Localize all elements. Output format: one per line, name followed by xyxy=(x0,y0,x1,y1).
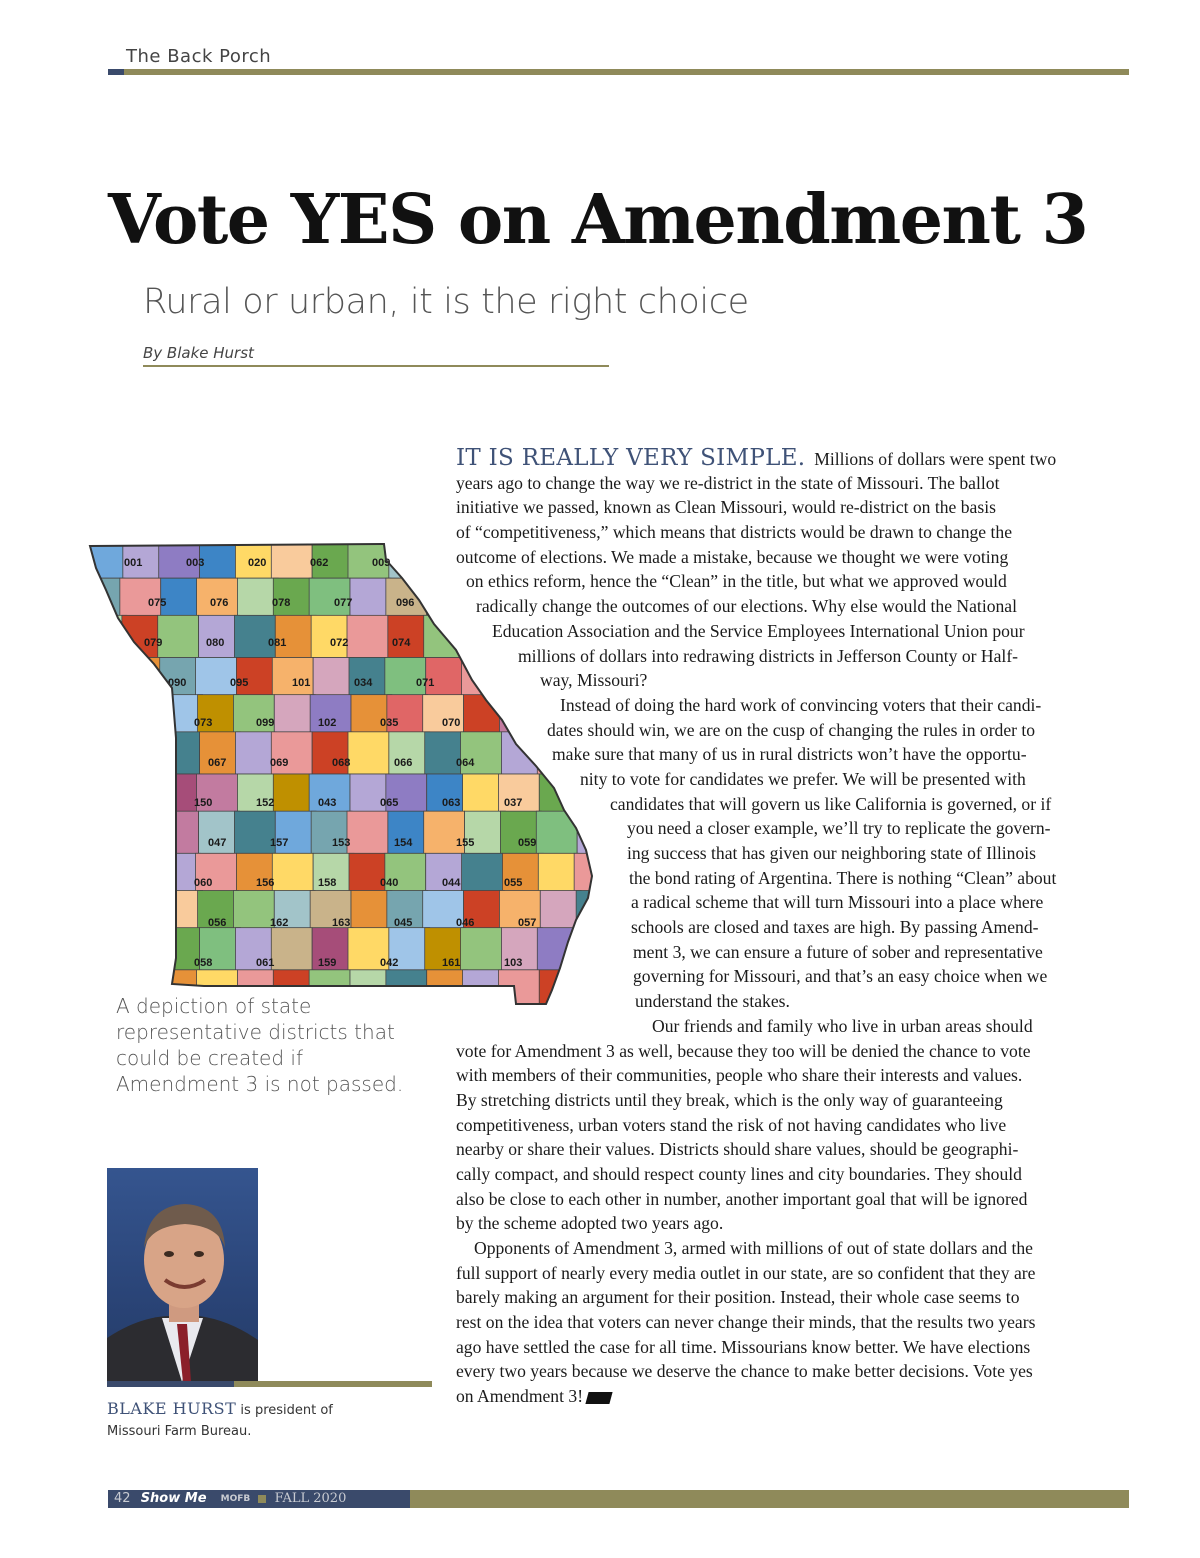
body-line: ing success that has given our neighboring state of Illinois xyxy=(627,843,1036,863)
body-line: candidates that will govern us like California is governed, or if xyxy=(610,793,1052,814)
district-label: 077 xyxy=(334,597,353,609)
body-line: vote for Amendment 3 as well, because they too will be denied the chance to vote xyxy=(456,1040,1031,1061)
top-rule xyxy=(108,69,1129,75)
district-label: 067 xyxy=(208,757,227,769)
district-cell xyxy=(347,811,388,853)
district-cell xyxy=(272,853,313,895)
district-label: 056 xyxy=(208,917,227,929)
district-label: 090 xyxy=(168,677,187,689)
body-line: by the scheme adopted two years ago. xyxy=(456,1213,724,1234)
body-line: competitiveness, urban voters stand the risk of not having candidates who live xyxy=(456,1114,1007,1135)
body-line: of “competitiveness,” which means that districts would be drawn to change the xyxy=(456,522,1012,543)
district-label: 055 xyxy=(504,877,523,889)
byline: By Blake Hurst xyxy=(143,344,254,362)
district-cell xyxy=(123,928,164,970)
body-line: on Amendment 3! xyxy=(456,1384,1128,1409)
district-cell xyxy=(124,853,165,895)
district-cell xyxy=(271,928,312,970)
district-cell xyxy=(274,695,315,737)
body-line: every two years because we deserve the chance to make better decisions. Vote yes xyxy=(456,1361,1033,1382)
district-cell xyxy=(123,732,164,774)
district-label: 068 xyxy=(332,757,351,769)
author-name: BLAKE HURST xyxy=(107,1399,237,1418)
body-line: the bond rating of Argentina. There is nothing “Clean” about xyxy=(629,867,1057,888)
body-line: Education Association and the Service Employees International Union pour xyxy=(492,620,1025,641)
org-name: MOFB xyxy=(220,1494,251,1504)
district-cell xyxy=(387,695,428,737)
district-cell xyxy=(386,774,427,816)
district-label: 156 xyxy=(256,877,275,889)
district-cell xyxy=(273,774,314,816)
district-cell xyxy=(84,928,123,970)
district-cell xyxy=(313,853,354,895)
district-label: 103 xyxy=(504,957,523,969)
district-label: 072 xyxy=(330,637,349,649)
body-line: nearby or share their values. Districts should share values, should be geographi- xyxy=(456,1139,1019,1160)
district-cell xyxy=(84,538,123,578)
body-line: way, Missouri? xyxy=(540,670,648,691)
district-label: 153 xyxy=(332,837,351,849)
district-cell xyxy=(237,774,278,816)
district-cell xyxy=(350,578,391,620)
district-label: 009 xyxy=(372,557,391,569)
body-line: Instead of doing the hard work of convincing voters that their candi- xyxy=(560,694,1042,715)
district-label: 159 xyxy=(318,957,337,969)
district-label: 162 xyxy=(270,917,289,929)
article-subtitle: Rural or urban, it is the right choice xyxy=(143,282,749,322)
district-label: 070 xyxy=(442,717,461,729)
section-label: The Back Porch xyxy=(126,46,272,67)
district-label: 034 xyxy=(354,677,373,689)
district-label: 099 xyxy=(256,717,275,729)
district-cell xyxy=(349,853,390,895)
district-label: 042 xyxy=(380,957,399,969)
district-cell xyxy=(85,891,126,933)
body-line: make sure that many of us in rural districts won’t have the opportu- xyxy=(552,744,1027,765)
body-line: governing for Missouri, and that’s an easy choice when we xyxy=(633,966,1048,987)
body-line: full support of nearly every media outlet in our state, are so confident that they are xyxy=(456,1262,1036,1283)
district-cell xyxy=(122,811,163,853)
body-line: barely making an argument for their position. Instead, their whole case seems to xyxy=(456,1287,1020,1308)
district-label: 003 xyxy=(186,557,205,569)
square-bullet-icon xyxy=(258,1495,266,1503)
article-title: Vote YES on Amendment 3 xyxy=(108,180,1088,260)
district-label: 095 xyxy=(230,677,249,689)
district-label: 040 xyxy=(380,877,399,889)
district-label: 157 xyxy=(270,837,289,849)
district-label: 001 xyxy=(124,557,143,569)
district-label: 062 xyxy=(310,557,329,569)
district-label: 046 xyxy=(456,917,475,929)
lead-in: IT IS REALLY VERY SIMPLE. xyxy=(456,445,806,471)
body-line: Opponents of Amendment 3, armed with millions of out of state dollars and the xyxy=(474,1238,1033,1258)
body-line: on ethics reform, hence the “Clean” in the title, but what we approved would xyxy=(466,571,1007,592)
district-label: 061 xyxy=(256,957,275,969)
district-cell xyxy=(310,695,351,737)
district-cell xyxy=(313,658,354,700)
district-label: 060 xyxy=(194,877,213,889)
district-cell xyxy=(347,615,388,657)
district-cell xyxy=(121,891,162,933)
district-cell xyxy=(84,658,124,700)
district-label: 074 xyxy=(392,637,411,649)
district-cell xyxy=(159,732,200,774)
district-cell xyxy=(121,695,162,737)
body-line: cally compact, and should respect county lines and city boundaries. They should xyxy=(456,1163,1022,1184)
district-label: 152 xyxy=(256,797,275,809)
author-bio-text: is president of xyxy=(240,1403,333,1418)
body-line: outcome of elections. We made a mistake, because we thought we were voting xyxy=(456,546,1009,567)
author-rule-accent xyxy=(107,1381,234,1387)
district-label: 079 xyxy=(144,637,163,649)
district-cell xyxy=(86,811,127,853)
district-label: 063 xyxy=(442,797,461,809)
district-label: 101 xyxy=(292,677,311,689)
author-photo xyxy=(107,1168,258,1382)
district-cell xyxy=(162,695,203,737)
footer-folio xyxy=(108,1490,410,1508)
body-line: dates should win, we are on the cusp of changing the rules in order to xyxy=(547,719,1036,740)
district-label: 163 xyxy=(332,917,351,929)
district-cell xyxy=(196,853,237,895)
map-caption: A depiction of state representative districts that could be created if Amendment 3 is not passed. xyxy=(116,994,404,1096)
top-rule-accent xyxy=(108,69,124,75)
body-line: millions of dollars into redrawing districts in Jefferson County or Half- xyxy=(518,645,1019,666)
district-cell xyxy=(236,853,277,895)
body-line: nity to vote for candidates we prefer. We will be presented with xyxy=(580,768,1026,789)
district-label: 076 xyxy=(210,597,229,609)
district-cell xyxy=(348,732,389,774)
body-line: By stretching districts until they break, which is the only way of guaranteeing xyxy=(456,1089,1003,1110)
body-line: you need a closer example, we’ll try to replicate the govern- xyxy=(627,818,1051,839)
district-label: 158 xyxy=(318,877,337,889)
body-line: Our friends and family who live in urban areas should xyxy=(652,1015,1033,1036)
district-cell xyxy=(162,891,203,933)
district-label: 096 xyxy=(396,597,415,609)
district-cell xyxy=(161,578,202,620)
body-line: initiative we passed, known as Clean Missouri, would re-district on the basis xyxy=(456,497,996,518)
district-label: 057 xyxy=(518,917,537,929)
district-cell xyxy=(160,853,201,895)
farm-bureau-end-mark-icon xyxy=(585,1392,612,1404)
district-cell xyxy=(124,658,165,700)
body-line: ment 3, we can ensure a future of sober and representative xyxy=(633,941,1043,962)
district-cell xyxy=(351,695,392,737)
district-label: 065 xyxy=(380,797,399,809)
district-cell xyxy=(233,695,274,737)
district-label: 154 xyxy=(394,837,413,849)
district-cell xyxy=(389,538,430,578)
body-line: with members of their communities, people who share their interests and values. xyxy=(456,1065,1023,1086)
district-label: 081 xyxy=(268,637,287,649)
body-line: schools are closed and taxes are high. By passing Amend- xyxy=(631,917,1039,938)
district-label: 020 xyxy=(248,557,267,569)
district-label: 058 xyxy=(194,957,213,969)
district-label: 035 xyxy=(380,717,399,729)
author-bio xyxy=(107,1398,367,1442)
district-label: 037 xyxy=(504,797,523,809)
district-cell xyxy=(120,774,161,816)
district-label: 045 xyxy=(394,917,413,929)
district-cell xyxy=(84,732,123,774)
district-label: 059 xyxy=(518,837,537,849)
district-cell xyxy=(385,853,426,895)
district-cell xyxy=(84,774,125,816)
district-cell xyxy=(84,853,124,895)
district-label: 075 xyxy=(148,597,167,609)
district-label: 080 xyxy=(206,637,225,649)
district-label: 161 xyxy=(442,957,461,969)
body-line: radically change the outcomes of our elections. Why else would the National xyxy=(476,596,1017,617)
article-body xyxy=(456,446,1128,1409)
district-label: 044 xyxy=(442,877,461,889)
body-line: IT IS REALLY VERY SIMPLE. Millions of dollars were spent two xyxy=(456,445,1057,471)
district-label: 043 xyxy=(318,797,337,809)
district-cell xyxy=(158,615,199,657)
district-label: 064 xyxy=(456,757,475,769)
district-cell xyxy=(158,811,199,853)
district-cell xyxy=(85,695,126,737)
district-cell xyxy=(198,695,239,737)
district-label: 073 xyxy=(194,717,213,729)
district-label: 078 xyxy=(272,597,291,609)
district-label: 150 xyxy=(194,797,213,809)
district-label: 102 xyxy=(318,717,337,729)
body-line: rest on the idea that voters can never change their minds, that the results two years xyxy=(456,1312,1036,1333)
body-line: ago have settled the case for all time. Missourians know better. We have elections xyxy=(456,1336,1031,1357)
body-line: a radical scheme that will turn Missouri into a place where xyxy=(631,892,1044,913)
district-cell xyxy=(351,891,392,933)
body-line: understand the stakes. xyxy=(635,991,790,1012)
page-number: 42 xyxy=(114,1491,131,1506)
byline-rule xyxy=(143,365,609,367)
body-line: years ago to change the way we re-district in the state of Missouri. The ballot xyxy=(456,472,1000,493)
district-cell xyxy=(197,774,238,816)
magazine-brand: Show Me xyxy=(140,1491,207,1506)
district-label: 066 xyxy=(394,757,413,769)
issue-season: FALL 2020 xyxy=(274,1491,347,1506)
district-label: 069 xyxy=(270,757,289,769)
author-bio-org: Missouri Farm Bureau. xyxy=(107,1424,252,1439)
district-cell xyxy=(309,774,350,816)
district-label: 047 xyxy=(208,837,227,849)
district-cell xyxy=(233,891,274,933)
district-label: 071 xyxy=(416,677,435,689)
district-cell xyxy=(350,774,391,816)
district-cell xyxy=(161,774,202,816)
body-line: also be close to each other in number, another important goal that will be ignored xyxy=(456,1188,1028,1209)
district-label: 155 xyxy=(456,837,475,849)
